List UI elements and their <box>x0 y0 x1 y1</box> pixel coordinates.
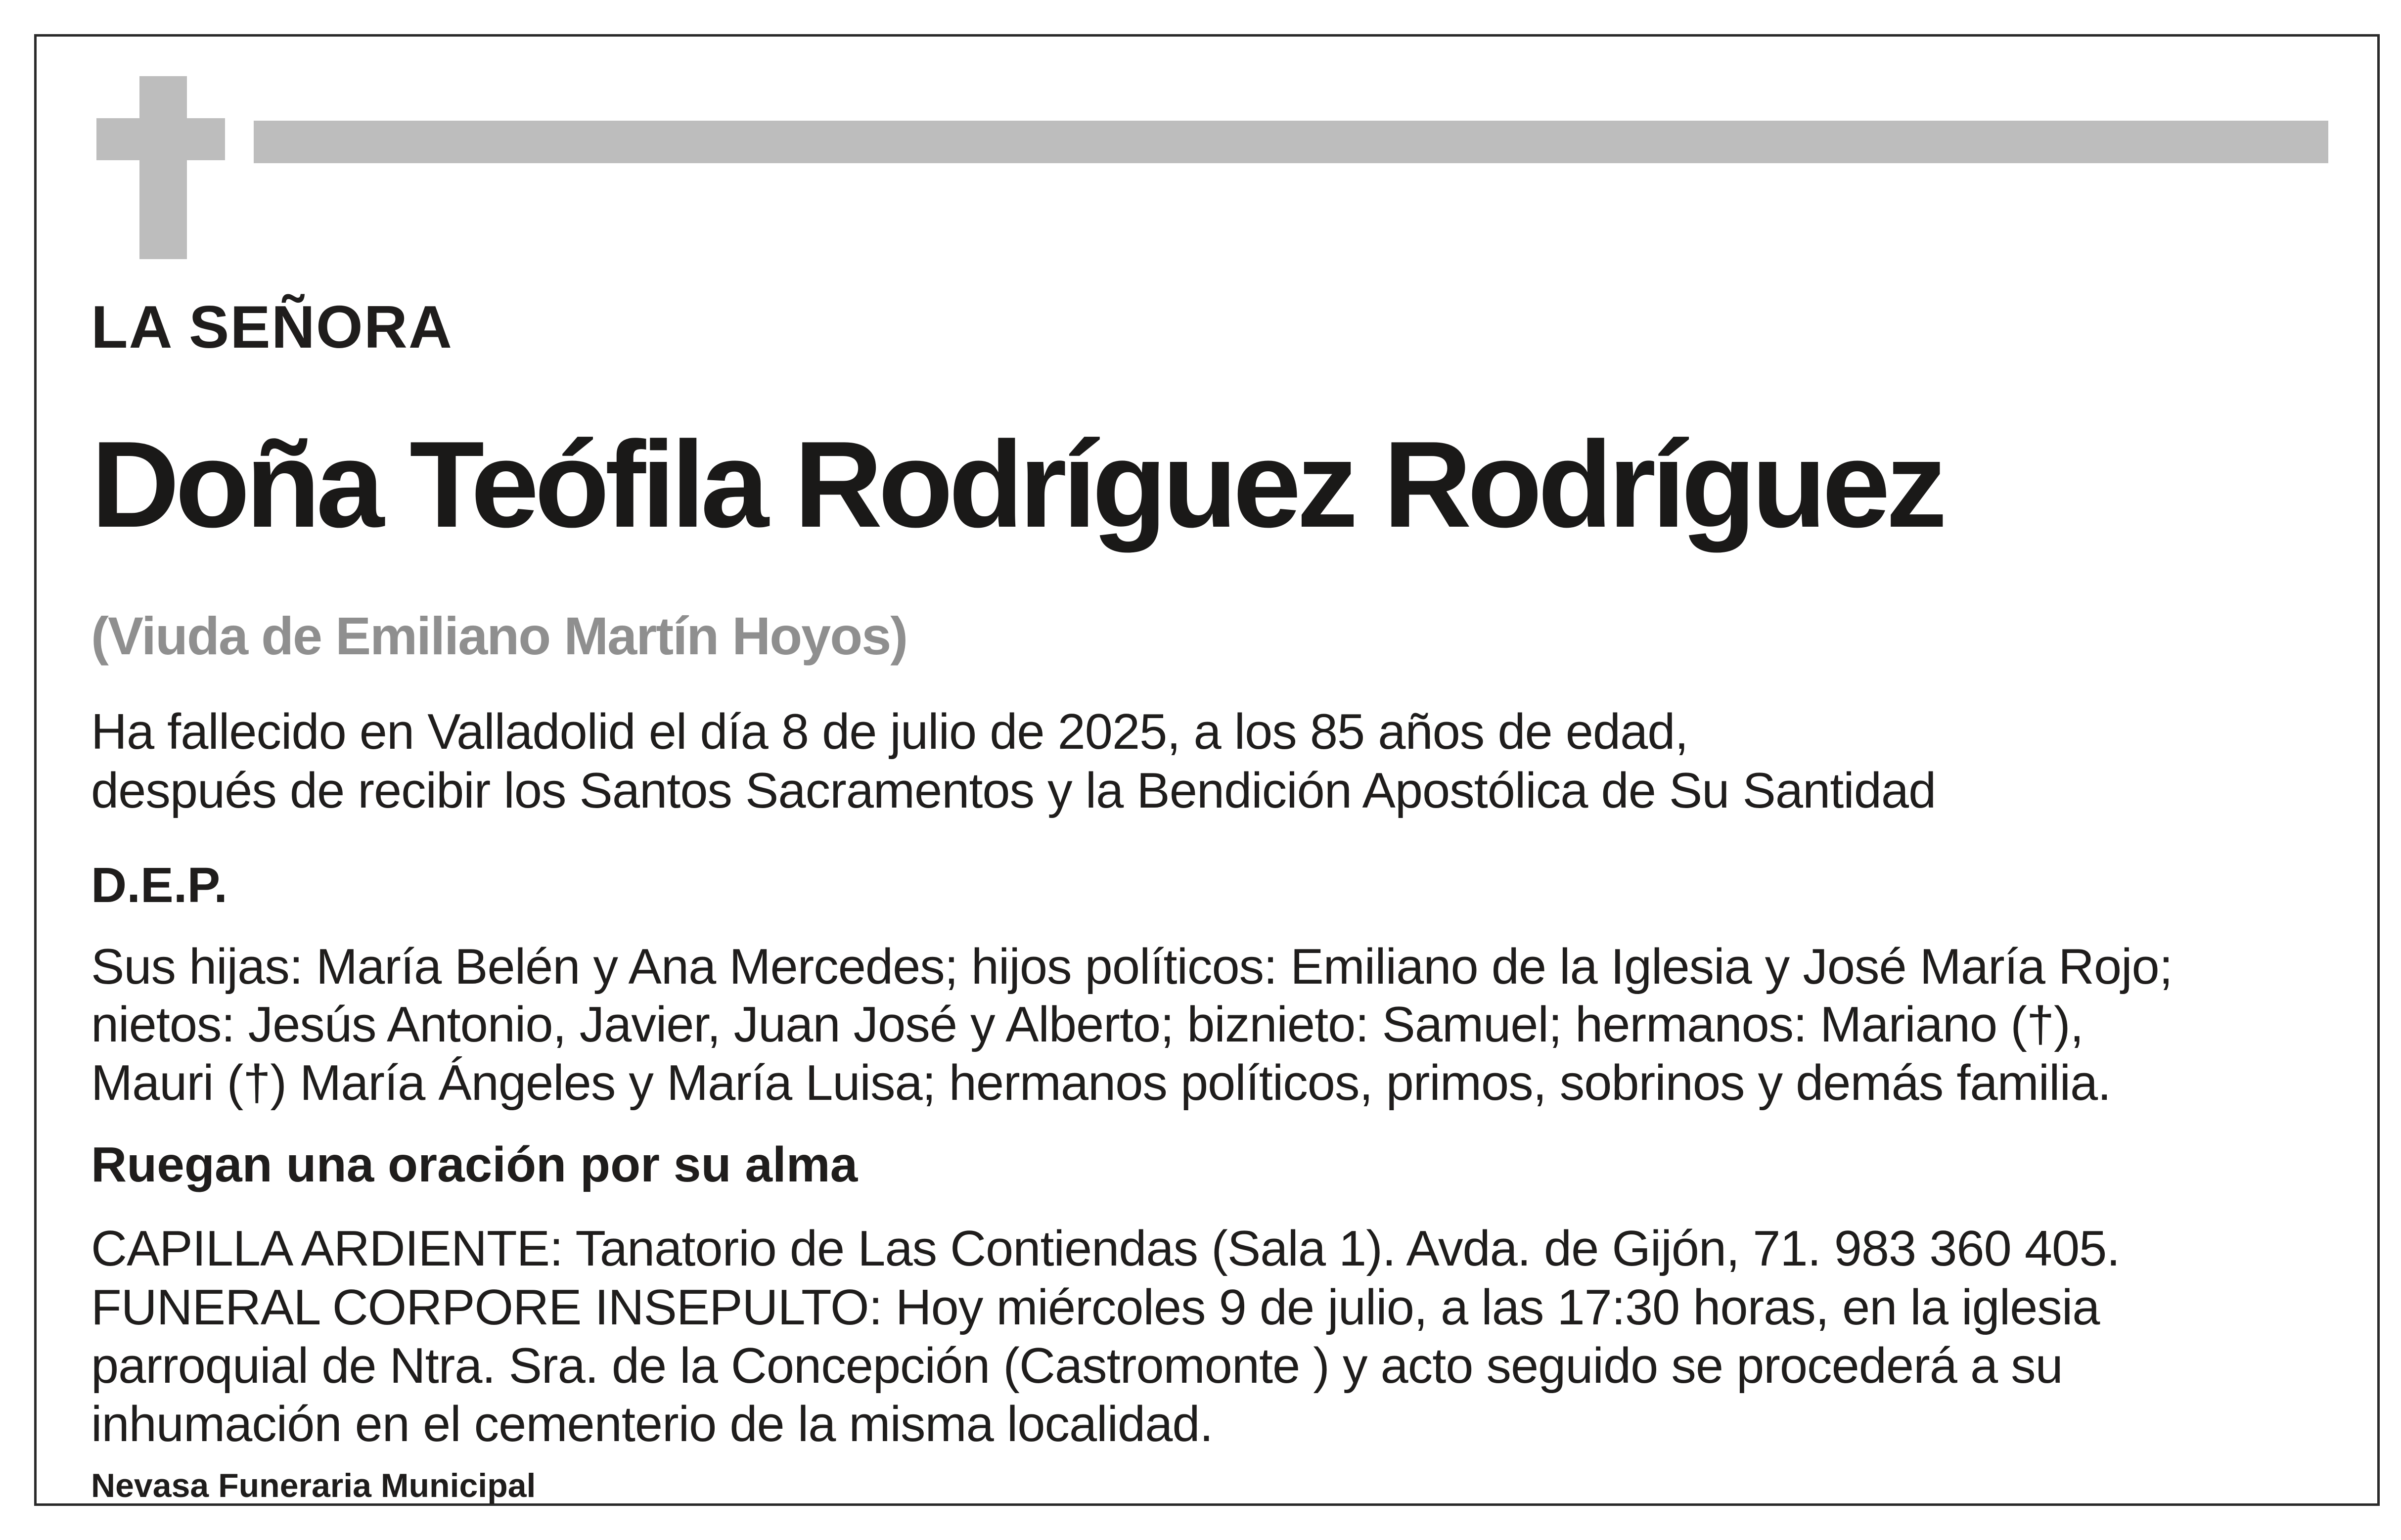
deceased-name: Doña Teófila Rodríguez Rodríguez <box>91 415 1943 553</box>
prayer-request: Ruegan una oración por su alma <box>91 1137 858 1192</box>
family-line: Sus hijas: María Belén y Ana Mercedes; hijos políticos: Emiliano de la Iglesia y José María Rojo; <box>91 939 2173 995</box>
cross-vertical-bar <box>139 76 187 259</box>
death-line: después de recibir los Santos Sacramentos y la Bendición Apostólica de Su Santidad <box>91 763 1936 818</box>
service-line: FUNERAL CORPORE INSEPULTO: Hoy miércoles 9 de julio, a las 17:30 horas, en la iglesia <box>91 1280 2100 1335</box>
service-line: CAPILLA ARDIENTE: Tanatorio de Las Contiendas (Sala 1). Avda. de Gijón, 71. 983 360 405. <box>91 1221 2120 1276</box>
cross-horizontal-bar <box>96 118 225 160</box>
honorific: LA SEÑORA <box>91 293 453 361</box>
family-line: nietos: Jesús Antonio, Javier, Juan José y Alberto; biznieto: Samuel; hermanos: Mariano (†), <box>91 997 2084 1052</box>
rip-label: D.E.P. <box>91 858 228 913</box>
service-line: parroquial de Ntra. Sra. de la Concepción (Castromonte ) y acto seguido se procederá a su <box>91 1338 2063 1394</box>
widow-of: (Viuda de Emiliano Martín Hoyos) <box>91 606 907 666</box>
service-line: inhumación en el cementerio de la misma localidad. <box>91 1397 1213 1452</box>
family-line: Mauri (†) María Ángeles y María Luisa; hermanos políticos, primos, sobrinos y demás familia. <box>91 1055 2111 1111</box>
header-rule <box>254 121 2328 163</box>
death-line: Ha fallecido en Valladolid el día 8 de julio de 2025, a los 85 años de edad, <box>91 704 1688 760</box>
funeral-home-signature: Nevasa Funeraria Municipal <box>91 1467 536 1504</box>
